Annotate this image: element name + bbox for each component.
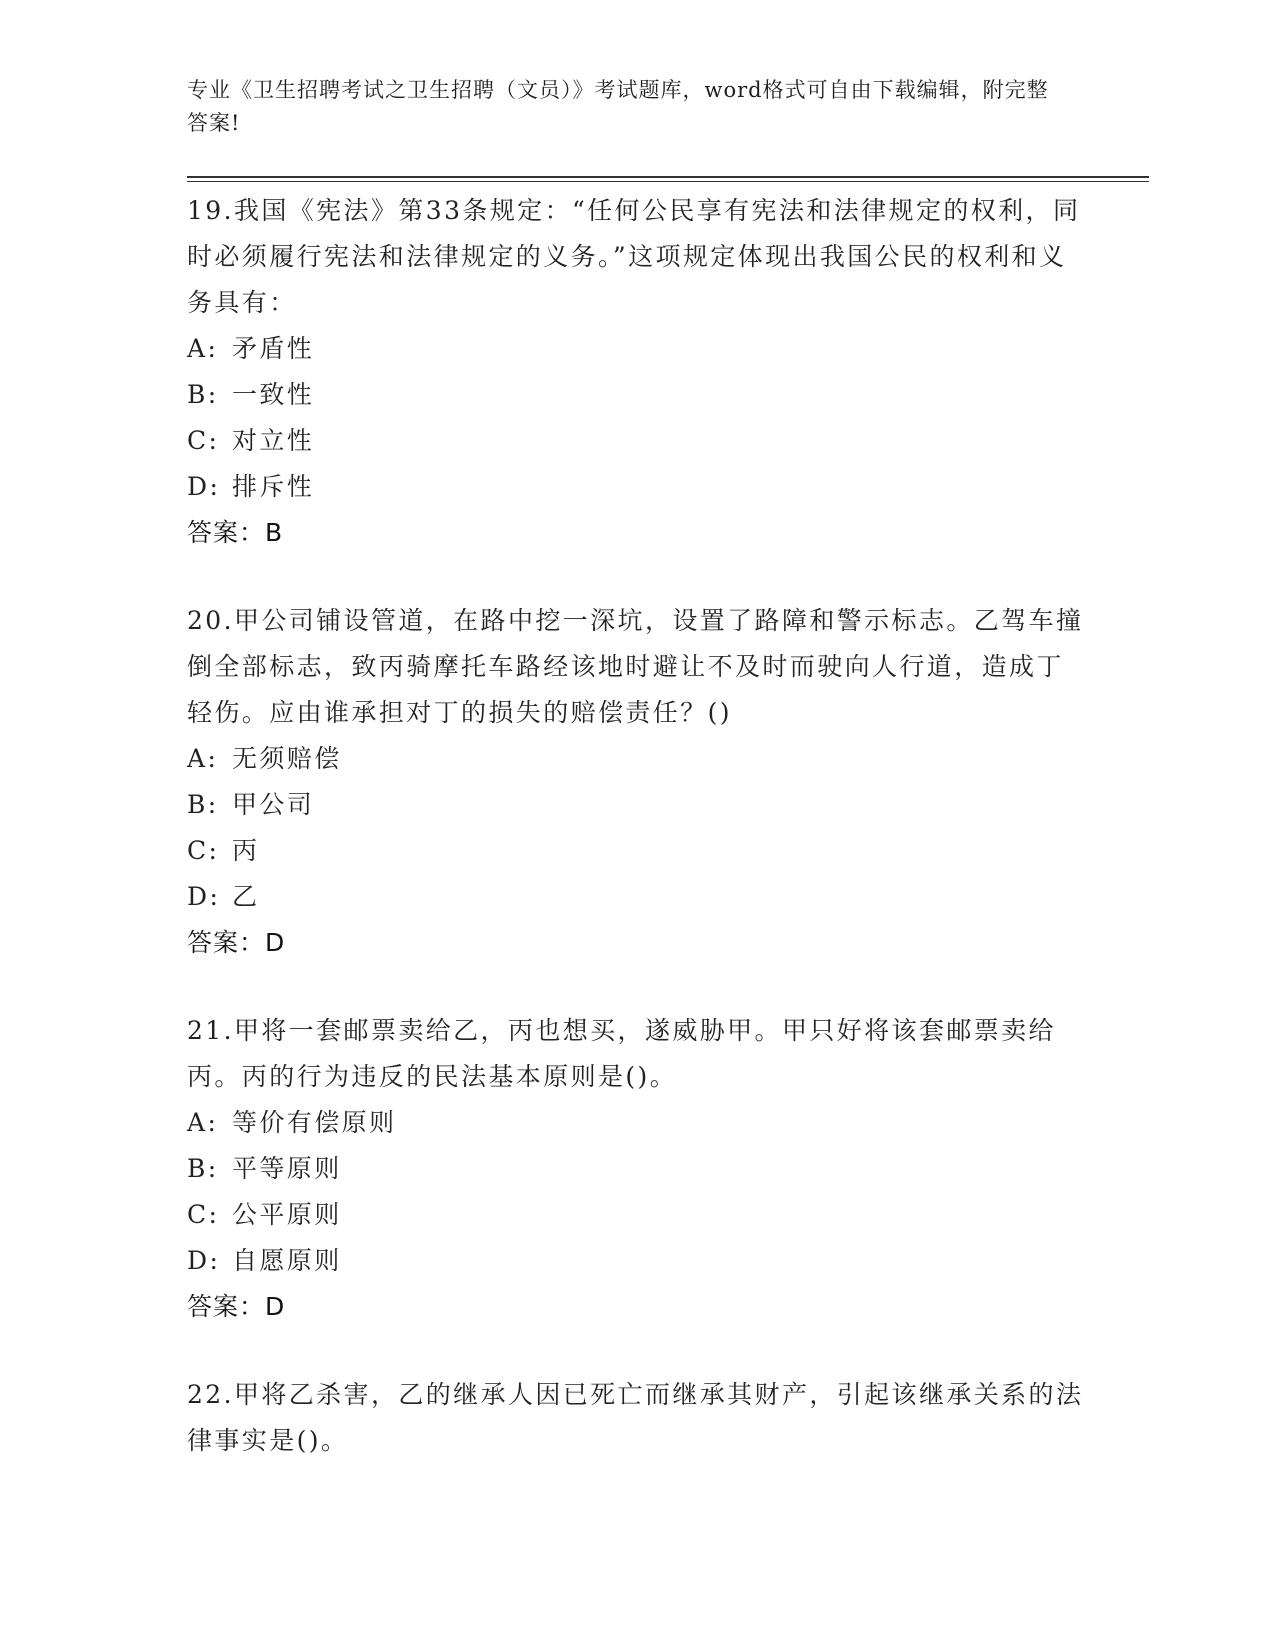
answer-line: 答案：B: [187, 518, 284, 547]
option-letter: B:: [187, 1154, 219, 1183]
option-text: 排斥性: [232, 472, 315, 501]
option-text: 矛盾性: [232, 334, 315, 363]
option-d: [187, 874, 1087, 920]
option-list: [187, 326, 1087, 510]
option-letter: C:: [187, 426, 220, 455]
option-text: 自愿原则: [232, 1246, 342, 1275]
option-letter: D:: [187, 1246, 221, 1275]
question-stem: 21.甲将一套邮票卖给乙，丙也想买，遂威胁甲。甲只好将该套邮票卖给丙。丙的行为违反的民法基本原则是()。: [187, 1016, 1056, 1091]
question-spacer: [187, 1330, 1087, 1372]
option-a: [187, 1100, 1087, 1146]
option-letter: B:: [187, 380, 219, 409]
option-letter: A:: [187, 744, 219, 773]
question-20: [187, 598, 1087, 966]
question-21: [187, 1008, 1087, 1330]
question-spacer: [187, 966, 1087, 1008]
option-text: 平等原则: [232, 1154, 342, 1183]
option-text: 等价有偿原则: [232, 1108, 397, 1137]
option-letter: C:: [187, 1200, 220, 1229]
option-d: [187, 1238, 1087, 1284]
option-b: [187, 372, 1087, 418]
option-text: 甲公司: [232, 790, 315, 819]
option-a: [187, 326, 1087, 372]
option-text: 无须赔偿: [232, 744, 342, 773]
option-text: 公平原则: [232, 1200, 342, 1229]
answer-line: 答案：D: [187, 928, 286, 957]
option-b: [187, 782, 1087, 828]
question-22: [187, 1372, 1087, 1464]
option-list: [187, 1100, 1087, 1284]
option-letter: C:: [187, 836, 220, 865]
header-divider-thin: [187, 181, 1149, 182]
question-list: [187, 188, 1087, 1464]
option-b: [187, 1146, 1087, 1192]
option-c: [187, 828, 1087, 874]
question-stem: 19.我国《宪法》第33条规定：“任何公民享有宪法和法律规定的权利，同时必须履行宪法和法律规定的义务。”这项规定体现出我国公民的权利和义务具有：: [187, 196, 1081, 317]
option-list: [187, 736, 1087, 920]
answer-line: 答案：D: [187, 1292, 286, 1321]
option-c: [187, 1192, 1087, 1238]
option-d: [187, 464, 1087, 510]
option-text: 一致性: [232, 380, 315, 409]
question-stem: 22.甲将乙杀害，乙的继承人因已死亡而继承其财产，引起该继承关系的法律事实是()。: [187, 1380, 1084, 1455]
option-letter: B:: [187, 790, 219, 819]
option-a: [187, 736, 1087, 782]
option-text: 乙: [232, 882, 260, 911]
document-header: 专业《卫生招聘考试之卫生招聘（文员）》考试题库，word格式可自由下载编辑，附完整答案!: [187, 78, 1049, 135]
option-letter: D:: [187, 472, 221, 501]
option-text: 对立性: [232, 426, 315, 455]
option-letter: A:: [187, 334, 219, 363]
question-stem: 20.甲公司铺设管道，在路中挖一深坑，设置了路障和警示标志。乙驾车撞倒全部标志，致丙骑摩托车路经该地时避让不及时而驶向人行道，造成丁轻伤。应由谁承担对丁的损失的赔偿责任？(): [187, 606, 1084, 727]
option-c: [187, 418, 1087, 464]
option-text: 丙: [232, 836, 260, 865]
question-spacer: [187, 556, 1087, 598]
question-19: [187, 188, 1087, 556]
option-letter: D:: [187, 882, 221, 911]
header-divider-thick: [187, 176, 1149, 178]
option-letter: A:: [187, 1108, 219, 1137]
